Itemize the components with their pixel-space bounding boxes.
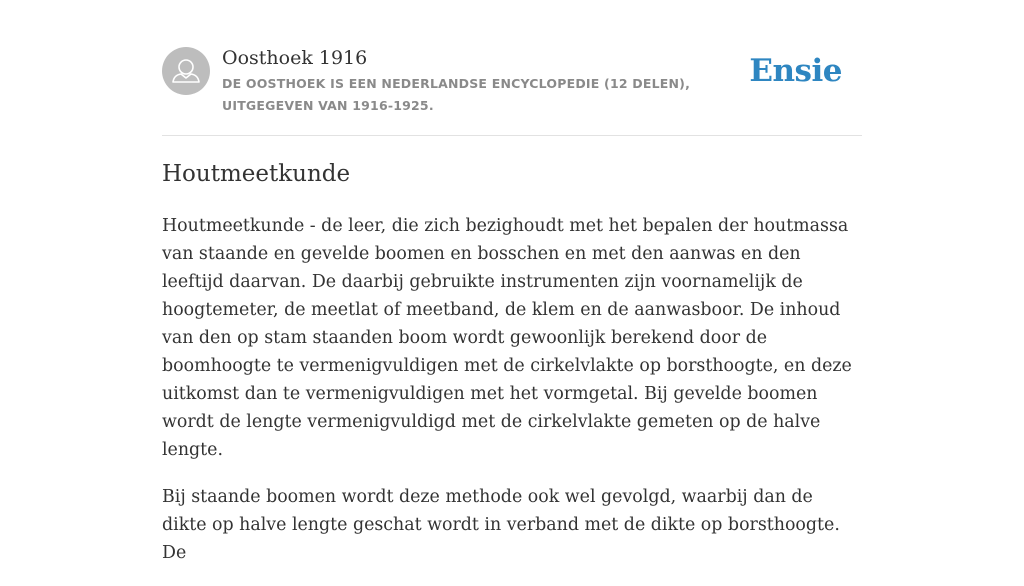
article-body [162, 212, 862, 586]
source-title[interactable]: Oosthoek 1916 [222, 47, 368, 69]
user-outline-icon [162, 47, 210, 95]
source-header [162, 46, 862, 136]
ensie-logo[interactable]: Ensie [749, 53, 842, 89]
source-description: DE OOSTHOEK IS EEN NEDERLANDSE ENCYCLOPEDIE (12 DELEN), UITGEGEVEN VAN 1916-1925. [222, 76, 691, 113]
article-paragraph: Houtmeetkunde - de leer, die zich bezighoudt met het bepalen der houtmassa van staande en gevelde boomen en bosschen en met den aanwas en den leeftijd daarvan. De daarbij gebruikte instrumenten zijn voornamelijk de hoogtemeter, de meetlat of meetband, de klem en de aanwasboor. De inhoud van den op stam staanden boom wordt gewoonlijk berekend door de boomhoogte te vermenigvuldigen met de cirkelvlakte op borsthoogte, en deze uitkomst dan te vermenigvuldigen met het vormgetal. Bij gevelde boomen wordt de lengte vermenigvuldigd met de cirkelvlakte gemeten op de halve lengte. [162, 216, 852, 460]
article-paragraph: Bij staande boomen wordt deze methode ook wel gevolgd, waarbij dan de dikte op halve lengte geschat wordt in verband met de dikte op borsthoogte. De [162, 487, 840, 563]
source-avatar[interactable] [162, 47, 210, 95]
header-divider [162, 135, 862, 136]
article-title: Houtmeetkunde [162, 161, 351, 187]
